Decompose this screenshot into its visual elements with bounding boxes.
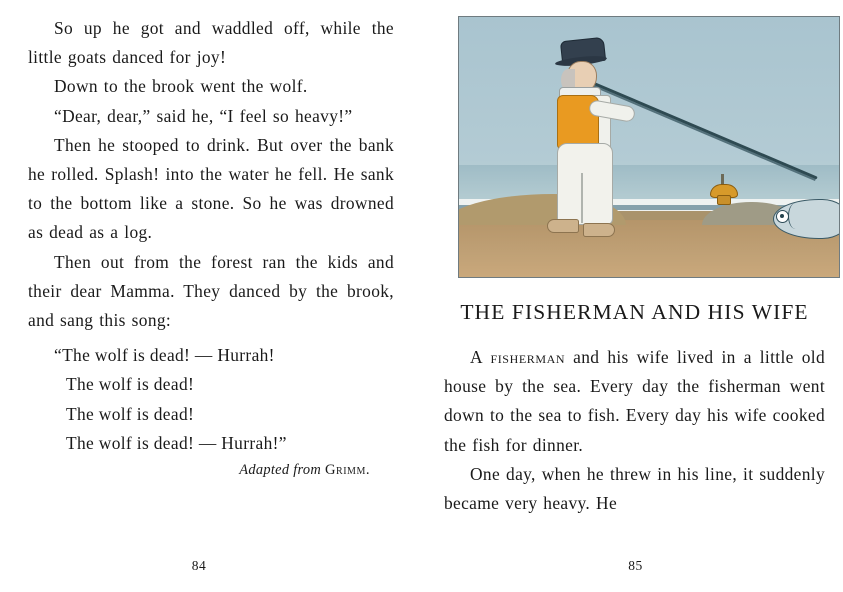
fish-icon: [761, 193, 839, 241]
attribution: [28, 462, 394, 479]
verse-line: “The wolf is dead! — Hurrah!: [54, 345, 275, 366]
page-number-left: 84: [191, 558, 207, 573]
verse-block: [28, 341, 394, 458]
verse-line: The wolf is dead!: [66, 403, 195, 424]
paragraph: “Dear, dear,” said he, “I feel so heavy!”: [54, 105, 353, 126]
paragraph: One day, when he threw in his line, it suddenly became very heavy. He: [444, 463, 825, 514]
paragraph: Then he stooped to drink. But over the bank he rolled. Splash! into the water he fell. He sank to the bottom like a stone. So he was drowned as dead as a log.: [28, 134, 394, 243]
right-page: [422, 0, 843, 592]
verse-line: The wolf is dead!: [66, 374, 195, 395]
paragraph-lead: A fisherman: [470, 347, 566, 367]
attribution-source: Grimm.: [325, 462, 370, 479]
page-number-right: 85: [628, 558, 643, 573]
paragraph: Then out from the forest ran the kids and their dear Mamma. They danced by the brook, and sang this song:: [28, 251, 394, 331]
attribution-prefix: Adapted from: [239, 462, 326, 479]
lamp-icon: [710, 174, 736, 204]
paragraph-rest: and his wife lived in a little old house by the sea. Every day the fisherman went down to the sea to fish. Every day his wife cooked the fish for dinner.: [444, 347, 825, 455]
chapter-title: THE FISHERMAN AND HIS WIFE: [460, 300, 809, 324]
paragraph: [444, 343, 825, 460]
fisherman-figure: [537, 39, 633, 255]
paragraph: Down to the brook went the wolf.: [54, 76, 308, 97]
right-page-body: [444, 343, 825, 518]
illustration-fisherman: [458, 16, 840, 278]
verse-line: The wolf is dead! — Hurrah!”: [66, 432, 287, 453]
paragraph: So up he got and waddled off, while the little goats danced for joy!: [28, 18, 394, 68]
